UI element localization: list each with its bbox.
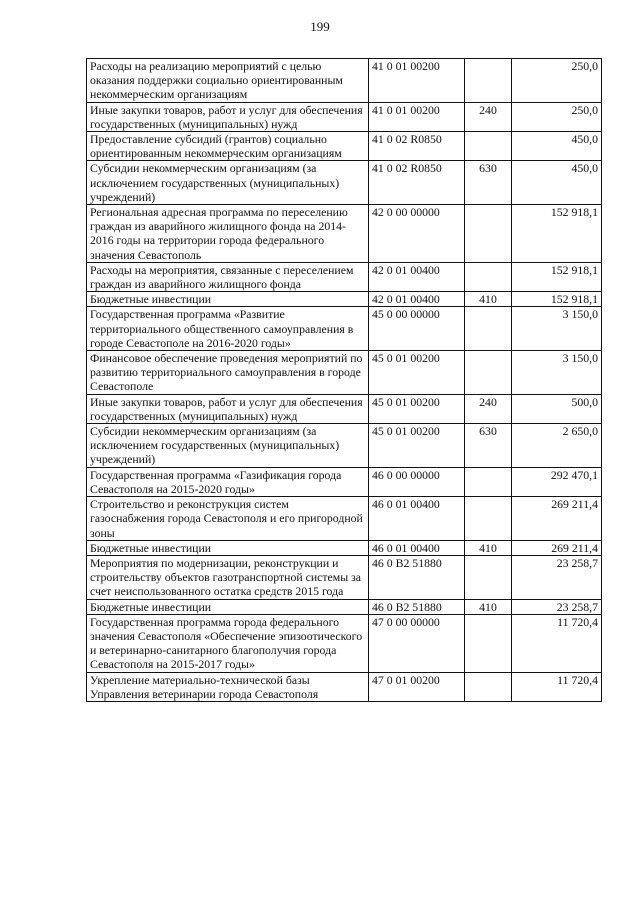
page-number: 199	[310, 19, 330, 34]
table-row	[87, 205, 602, 263]
row-type-cell: 410	[465, 292, 512, 307]
table-row	[87, 497, 602, 541]
row-sum-cell: 152 918,1	[512, 292, 602, 307]
row-name-cell: Расходы на мероприятия, связанные с переселением граждан из аварийного жилищного фонда	[87, 262, 369, 291]
row-code-cell: 46 0 В2 51880	[369, 599, 465, 614]
row-code-cell: 45 0 01 00200	[369, 351, 465, 395]
row-name-cell: Государственная программа «Развитие территориального общественного самоуправления в городе Севастополе на 2016-2020 годы»	[87, 307, 369, 351]
row-name-cell: Предоставление субсидий (грантов) социально ориентированным некоммерческим организациям	[87, 132, 369, 161]
row-type-cell	[465, 59, 512, 103]
table-row	[87, 102, 602, 131]
row-code-cell: 45 0 00 00000	[369, 307, 465, 351]
row-type-cell: 240	[465, 102, 512, 131]
row-type-cell: 410	[465, 540, 512, 555]
row-name-cell: Иные закупки товаров, работ и услуг для обеспечения государственных (муниципальных) нужд	[87, 102, 369, 131]
row-sum-cell: 450,0	[512, 161, 602, 205]
row-code-cell: 46 0 00 00000	[369, 467, 465, 496]
row-type-cell	[465, 467, 512, 496]
row-code-cell: 41 0 01 00200	[369, 59, 465, 103]
row-code-cell: 46 0 В2 51880	[369, 555, 465, 599]
row-name-cell: Бюджетные инвестиции	[87, 599, 369, 614]
row-code-cell: 41 0 02 R0850	[369, 161, 465, 205]
row-type-cell	[465, 205, 512, 263]
row-sum-cell: 250,0	[512, 102, 602, 131]
row-sum-cell: 152 918,1	[512, 262, 602, 291]
row-name-cell: Бюджетные инвестиции	[87, 292, 369, 307]
row-code-cell: 41 0 02 R0850	[369, 132, 465, 161]
row-sum-cell: 2 650,0	[512, 424, 602, 468]
row-sum-cell: 450,0	[512, 132, 602, 161]
row-sum-cell: 500,0	[512, 394, 602, 423]
row-type-cell	[465, 672, 512, 701]
table-row	[87, 672, 602, 701]
row-sum-cell: 23 258,7	[512, 599, 602, 614]
row-code-cell: 47 0 01 00200	[369, 672, 465, 701]
row-type-cell: 410	[465, 599, 512, 614]
row-code-cell: 45 0 01 00200	[369, 394, 465, 423]
table-row	[87, 394, 602, 423]
table-row	[87, 424, 602, 468]
table-row	[87, 540, 602, 555]
row-name-cell: Государственная программа «Газификация города Севастополя на 2015-2020 годы»	[87, 467, 369, 496]
row-name-cell: Мероприятия по модернизации, реконструкции и строительству объектов газотранспортной системы за счет неиспользованного остатка средств 2015 года	[87, 555, 369, 599]
row-sum-cell: 292 470,1	[512, 467, 602, 496]
row-type-cell	[465, 555, 512, 599]
table-row	[87, 467, 602, 496]
table-row	[87, 132, 602, 161]
row-type-cell: 630	[465, 424, 512, 468]
table-row	[87, 555, 602, 599]
row-sum-cell: 250,0	[512, 59, 602, 103]
table-row	[87, 59, 602, 103]
row-name-cell: Финансовое обеспечение проведения мероприятий по развитию территориального самоуправления в городе Севастополе	[87, 351, 369, 395]
row-type-cell	[465, 614, 512, 672]
row-type-cell: 240	[465, 394, 512, 423]
row-sum-cell: 3 150,0	[512, 307, 602, 351]
table-row	[87, 262, 602, 291]
row-name-cell: Иные закупки товаров, работ и услуг для обеспечения государственных (муниципальных) нужд	[87, 394, 369, 423]
row-type-cell	[465, 262, 512, 291]
row-sum-cell: 3 150,0	[512, 351, 602, 395]
row-sum-cell: 269 211,4	[512, 497, 602, 541]
row-code-cell: 47 0 00 00000	[369, 614, 465, 672]
row-type-cell	[465, 497, 512, 541]
row-type-cell	[465, 307, 512, 351]
row-code-cell: 42 0 01 00400	[369, 262, 465, 291]
row-code-cell: 46 0 01 00400	[369, 540, 465, 555]
row-code-cell: 41 0 01 00200	[369, 102, 465, 131]
row-name-cell: Укрепление материально-технической базы Управления ветеринарии города Севастополя	[87, 672, 369, 701]
row-sum-cell: 11 720,4	[512, 672, 602, 701]
row-name-cell: Строительство и реконструкция систем газоснабжения города Севастополя и его пригородной зоны	[87, 497, 369, 541]
row-name-cell: Субсидии некоммерческим организациям (за исключением государственных (муниципальных) учреждений)	[87, 424, 369, 468]
row-name-cell: Региональная адресная программа по переселению граждан из аварийного жилищного фонда на 2014-2016 годы на территории города федерального значения Севастополь	[87, 205, 369, 263]
table-row	[87, 292, 602, 307]
table-row	[87, 307, 602, 351]
table-row	[87, 599, 602, 614]
budget-table-body	[87, 59, 602, 702]
row-name-cell: Субсидии некоммерческим организациям (за исключением государственных (муниципальных) учреждений)	[87, 161, 369, 205]
row-code-cell: 42 0 00 00000	[369, 205, 465, 263]
row-type-cell: 630	[465, 161, 512, 205]
row-code-cell: 42 0 01 00400	[369, 292, 465, 307]
row-type-cell	[465, 351, 512, 395]
row-name-cell: Государственная программа города федерального значения Севастополя «Обеспечение эпизоотического и ветеринарно-санитарного благополучия города Севастополя на 2015-2017 годы»	[87, 614, 369, 672]
table-row	[87, 351, 602, 395]
row-name-cell: Расходы на реализацию мероприятий с целью оказания поддержки социально ориентированным некоммерческим организациям	[87, 59, 369, 103]
row-sum-cell: 152 918,1	[512, 205, 602, 263]
row-sum-cell: 11 720,4	[512, 614, 602, 672]
row-code-cell: 45 0 01 00200	[369, 424, 465, 468]
row-type-cell	[465, 132, 512, 161]
table-row	[87, 614, 602, 672]
budget-table	[86, 58, 602, 702]
row-code-cell: 46 0 01 00400	[369, 497, 465, 541]
row-sum-cell: 23 258,7	[512, 555, 602, 599]
row-name-cell: Бюджетные инвестиции	[87, 540, 369, 555]
table-row	[87, 161, 602, 205]
row-sum-cell: 269 211,4	[512, 540, 602, 555]
